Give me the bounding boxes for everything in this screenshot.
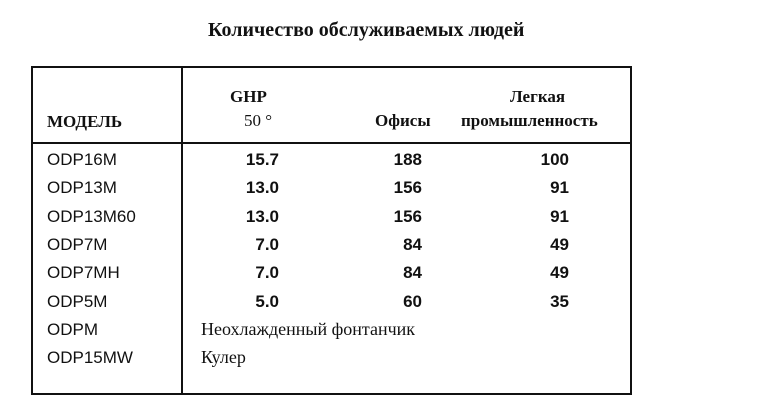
row-offices: 156 xyxy=(393,178,422,197)
row-offices: 84 xyxy=(403,263,422,282)
row-model: ODP13M xyxy=(47,178,117,197)
row-ghp: 13.0 xyxy=(245,207,279,226)
header-offices: Офисы xyxy=(375,111,431,130)
row-model: ODPM xyxy=(47,320,98,339)
row-industry: 91 xyxy=(550,178,569,197)
row-model: ODP15MW xyxy=(47,348,133,367)
header-divider xyxy=(33,142,630,144)
row-model: ODP13M60 xyxy=(47,207,136,226)
row-model: ODP7M xyxy=(47,235,108,254)
row-ghp: 5.0 xyxy=(255,292,279,311)
column-divider xyxy=(181,68,183,393)
row-ghp: 15.7 xyxy=(245,150,279,169)
row-model: ODP7MH xyxy=(47,263,120,282)
row-model: ODP16M xyxy=(47,150,117,169)
row-industry: 91 xyxy=(550,207,569,226)
row-ghp: 7.0 xyxy=(255,235,279,254)
row-offices: 156 xyxy=(393,207,422,226)
row-offices: 84 xyxy=(403,235,422,254)
row-industry: 100 xyxy=(540,150,569,169)
row-offices: 188 xyxy=(393,150,422,169)
header-model: МОДЕЛЬ xyxy=(47,112,123,131)
header-industry: Легкая xyxy=(510,87,566,106)
row-industry: 49 xyxy=(550,263,569,282)
row-ghp: 13.0 xyxy=(245,178,279,197)
capacity-table xyxy=(31,66,632,395)
row-offices: 60 xyxy=(403,292,422,311)
row-model: ODP5M xyxy=(47,292,108,311)
page-title: Количество обслуживаемых людей xyxy=(208,19,525,41)
header-industry-2: промышленность xyxy=(461,111,598,130)
row-industry: 35 xyxy=(550,292,569,311)
row-note: Неохлажденный фонтанчик xyxy=(201,319,416,339)
header-ghp: GHP xyxy=(230,87,267,106)
row-note: Кулер xyxy=(201,347,246,367)
header-ghp-temp: 50 ° xyxy=(244,111,273,130)
row-ghp: 7.0 xyxy=(255,263,279,282)
row-industry: 49 xyxy=(550,235,569,254)
